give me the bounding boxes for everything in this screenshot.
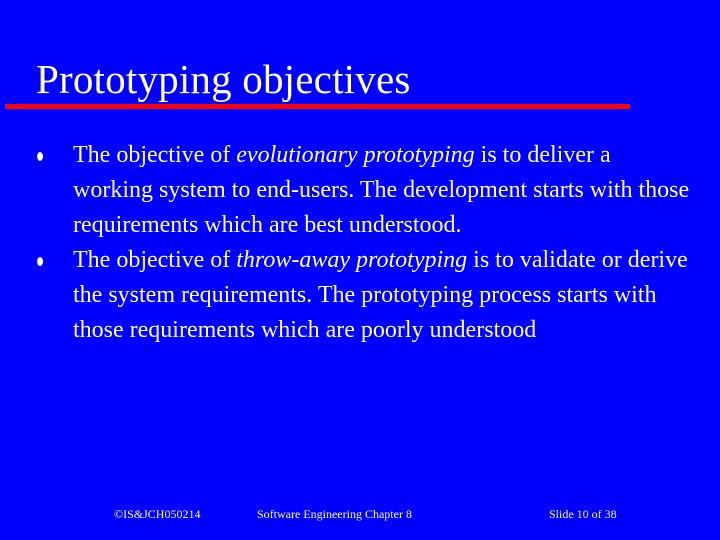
slide-title: Prototyping objectives — [36, 56, 411, 102]
bullet-list — [36, 138, 696, 348]
footer-slide-number: Slide 10 of 38 — [549, 507, 617, 521]
bullet-emphasis: evolutionary prototyping — [236, 142, 475, 168]
bullet-text-suffix: is to validate or derive the system requirements. The prototyping process starts with those requirements which are poorly understood — [73, 247, 688, 343]
footer-copyright: ©IS&JCH050214 — [114, 507, 201, 521]
bullet-text-suffix: is to deliver a working system to end-users. The development starts with those requirements which are best understood. — [73, 142, 690, 238]
bullet-item — [36, 243, 696, 348]
bullet-text-prefix: The objective of — [73, 247, 237, 273]
bullet-dot-icon — [37, 152, 43, 161]
footer-course-title: Software Engineering Chapter 8 — [257, 507, 412, 521]
bullet-emphasis: throw-away prototyping — [236, 247, 468, 273]
title-underline — [5, 104, 630, 109]
bullet-dot-icon — [37, 257, 43, 266]
bullet-text-prefix: The objective of — [73, 142, 237, 168]
bullet-item — [36, 138, 696, 243]
